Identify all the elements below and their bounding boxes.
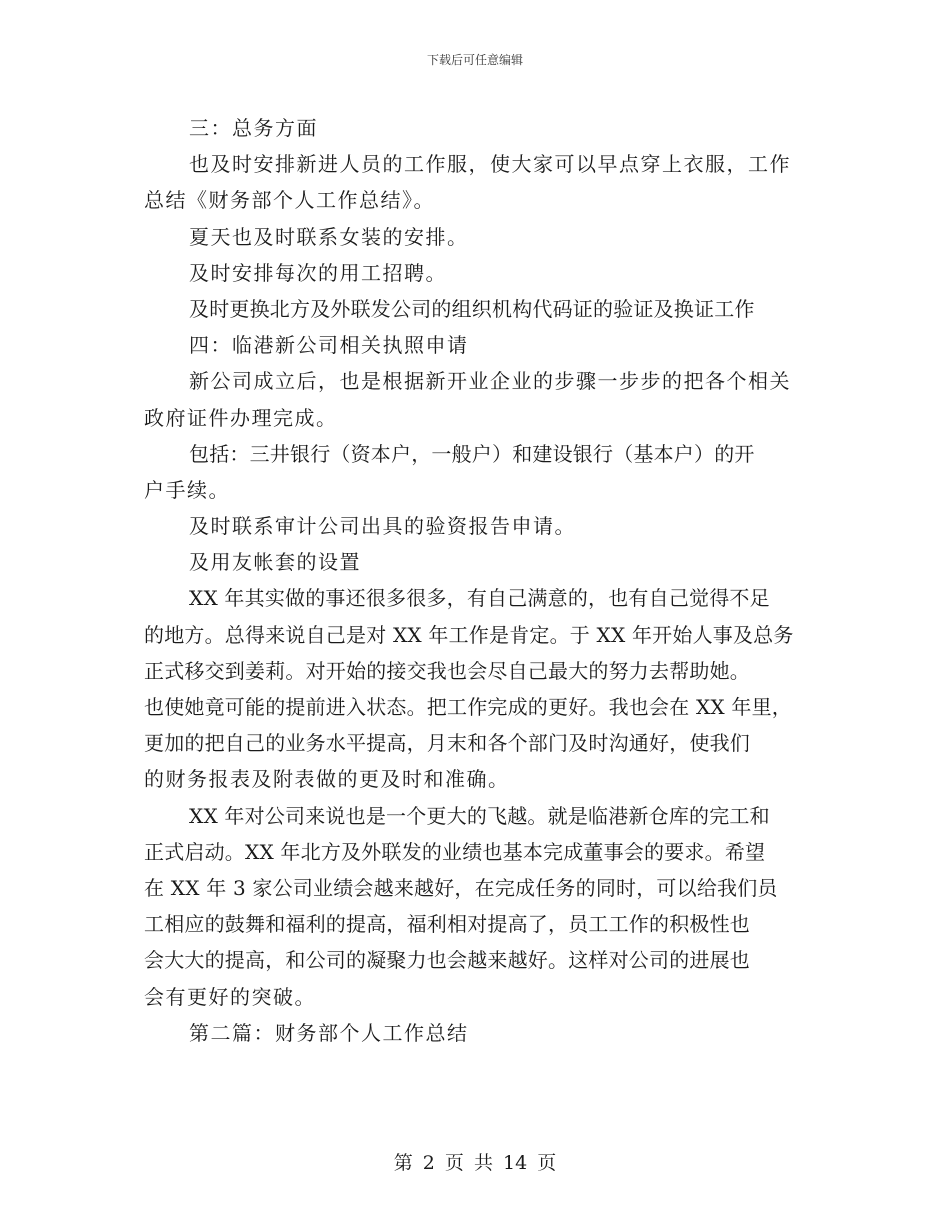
section-heading-second-article: 第二篇：财务部个人工作总结 (189, 1020, 469, 1045)
text-line: 会有更好的突破。 (144, 984, 316, 1009)
text-line: 及时更换北方及外联发公司的组织机构代码证的验证及换证工作 (189, 296, 755, 321)
text-line: 包括：三井银行（资本户，一般户）和建设银行（基本户）的开 (189, 441, 755, 466)
text-line: XX 年其实做的事还很多很多，有自己满意的，也有自己觉得不足 (189, 586, 770, 611)
text-line: 工相应的鼓舞和福利的提高，福利相对提高了，员工工作的积极性也 (144, 912, 750, 937)
page-number: 第 2 页 共 14 页 (393, 1152, 557, 1174)
text-line: 的地方。总得来说自己是对 XX 年工作是肯定。于 XX 年开始人事及总务 (144, 622, 794, 647)
text-line: 正式启动。XX 年北方及外联发的业绩也基本完成董事会的要求。希望 (144, 839, 766, 864)
text-line: 的财务报表及附表做的更及时和准确。 (144, 767, 510, 792)
text-line: 总结《财务部个人工作总结》。 (144, 188, 435, 213)
text-line: 及时联系审计公司出具的验资报告申请。 (189, 514, 576, 539)
document-body (144, 110, 810, 1051)
text-line: 政府证件办理完成。 (144, 405, 338, 430)
section-heading-lingang-license: 四：临港新公司相关执照申请 (189, 333, 469, 358)
text-line: 及用友帐套的设置 (189, 550, 361, 575)
text-line: 更加的把自己的业务水平提高，月末和各个部门及时沟通好，使我们 (144, 731, 750, 756)
text-line: XX 年对公司来说也是一个更大的飞越。就是临港新仓库的完工和 (189, 803, 770, 828)
section-heading-general-affairs: 三：总务方面 (189, 116, 318, 140)
text-line: 夏天也及时联系女装的安排。 (189, 224, 469, 249)
text-line: 也使她竟可能的提前进入状态。把工作完成的更好。我也会在 XX 年里， (144, 695, 792, 719)
page-header: 下载后可任意编辑 (426, 53, 523, 67)
text-line: 新公司成立后，也是根据新开业企业的步骤一步步的把各个相关 (189, 369, 791, 394)
text-line: 会大大的提高，和公司的凝聚力也会越来越好。这样对公司的进展也 (144, 948, 750, 973)
text-line: 及时安排每次的用工招聘。 (189, 260, 447, 285)
text-line: 正式移交到姜莉。对开始的接交我也会尽自己最大的努力去帮助她。 (144, 658, 750, 683)
text-line: 在 XX 年 3 家公司业绩会越来越好，在完成任务的同时，可以给我们员 (144, 875, 778, 900)
text-line: 也及时安排新进人员的工作服，使大家可以早点穿上衣服，工作 (189, 152, 791, 177)
text-line: 户手续。 (144, 477, 230, 502)
